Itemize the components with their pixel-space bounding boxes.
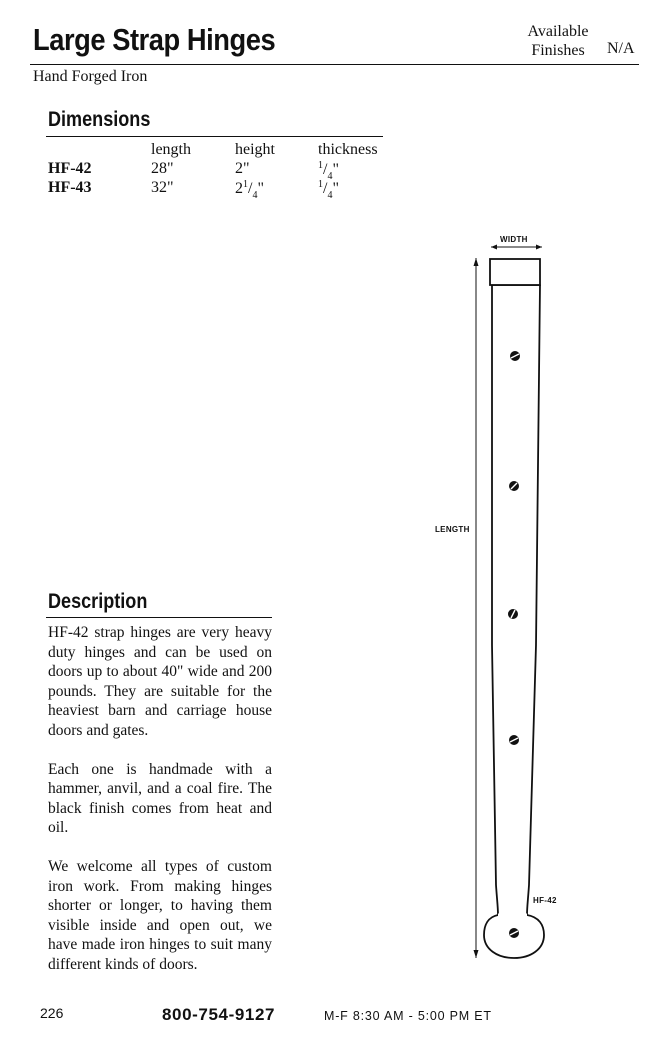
column-header-height: height bbox=[235, 141, 275, 158]
page-number: 226 bbox=[40, 1005, 64, 1021]
screw-icon bbox=[509, 735, 519, 745]
height-numerator: 1 bbox=[243, 179, 248, 190]
thickness-denominator: 4 bbox=[327, 190, 333, 201]
dimensions-heading: Dimensions bbox=[48, 108, 151, 131]
thickness-cell: $^1/_4$" bbox=[318, 179, 339, 201]
page-title: Large Strap Hinges bbox=[33, 22, 276, 57]
length-dimension-arrow bbox=[474, 258, 479, 958]
height-inch-mark: " bbox=[257, 180, 264, 197]
description-body bbox=[48, 623, 272, 994]
header-divider bbox=[30, 64, 639, 65]
height-cell: $2^1/_4$" bbox=[235, 179, 264, 201]
width-label: WIDTH bbox=[500, 235, 528, 244]
thickness-inch-mark: " bbox=[332, 180, 339, 197]
length-cell: 32" bbox=[151, 179, 174, 196]
model-cell: HF-43 bbox=[48, 179, 92, 196]
dimensions-rule bbox=[46, 136, 383, 137]
description-rule bbox=[46, 617, 272, 618]
screw-icon bbox=[509, 928, 519, 938]
hinge-icon bbox=[484, 259, 544, 958]
height-denominator: 4 bbox=[252, 190, 258, 201]
model-cell: HF-42 bbox=[48, 160, 92, 177]
description-heading: Description bbox=[48, 590, 148, 613]
thickness-inch-mark: " bbox=[332, 161, 339, 178]
page-subtitle: Hand Forged Iron bbox=[33, 68, 148, 85]
thickness-cell: $^1/_4$" bbox=[318, 160, 339, 182]
thickness-denominator: 4 bbox=[327, 171, 333, 182]
phone-number: 800-754-9127 bbox=[162, 1005, 276, 1024]
width-dimension-arrow bbox=[491, 245, 542, 250]
finishes-value: N/A bbox=[607, 40, 635, 57]
length-label: LENGTH bbox=[435, 525, 470, 534]
column-header-thickness: thickness bbox=[318, 141, 378, 158]
screw-icon bbox=[508, 609, 518, 619]
available-finishes-label bbox=[510, 22, 606, 60]
finishes-label-line2: Finishes bbox=[531, 42, 585, 59]
description-paragraph: Each one is handmade with a hammer, anvil, and a coal fire. The black finish comes from heat and oil. bbox=[48, 760, 272, 836]
screw-icon bbox=[509, 481, 519, 491]
length-cell: 28" bbox=[151, 160, 174, 177]
description-paragraph: We welcome all types of custom iron work. From making hinges shorter or longer, to having them visible inside and open out, we have made iron hinges to suit many different kinds of doors. bbox=[48, 858, 272, 973]
screw-icon bbox=[510, 351, 520, 361]
strap-hinge-diagram bbox=[400, 225, 600, 970]
height-cell: 2" bbox=[235, 160, 250, 177]
business-hours: M-F 8:30 AM - 5:00 PM ET bbox=[324, 1009, 492, 1023]
height-whole: 2 bbox=[235, 180, 243, 197]
finishes-label-line1: Available bbox=[527, 23, 589, 40]
model-label: HF-42 bbox=[533, 896, 557, 905]
column-header-length: length bbox=[151, 141, 191, 158]
thickness-numerator: 1 bbox=[318, 179, 323, 190]
description-paragraph: HF-42 strap hinges are very heavy duty hinges and can be used on doors up to about 40" wide and 200 pounds. They are suitable for the heaviest barn and carriage house doors and gates. bbox=[48, 624, 272, 739]
thickness-numerator: 1 bbox=[318, 160, 323, 171]
